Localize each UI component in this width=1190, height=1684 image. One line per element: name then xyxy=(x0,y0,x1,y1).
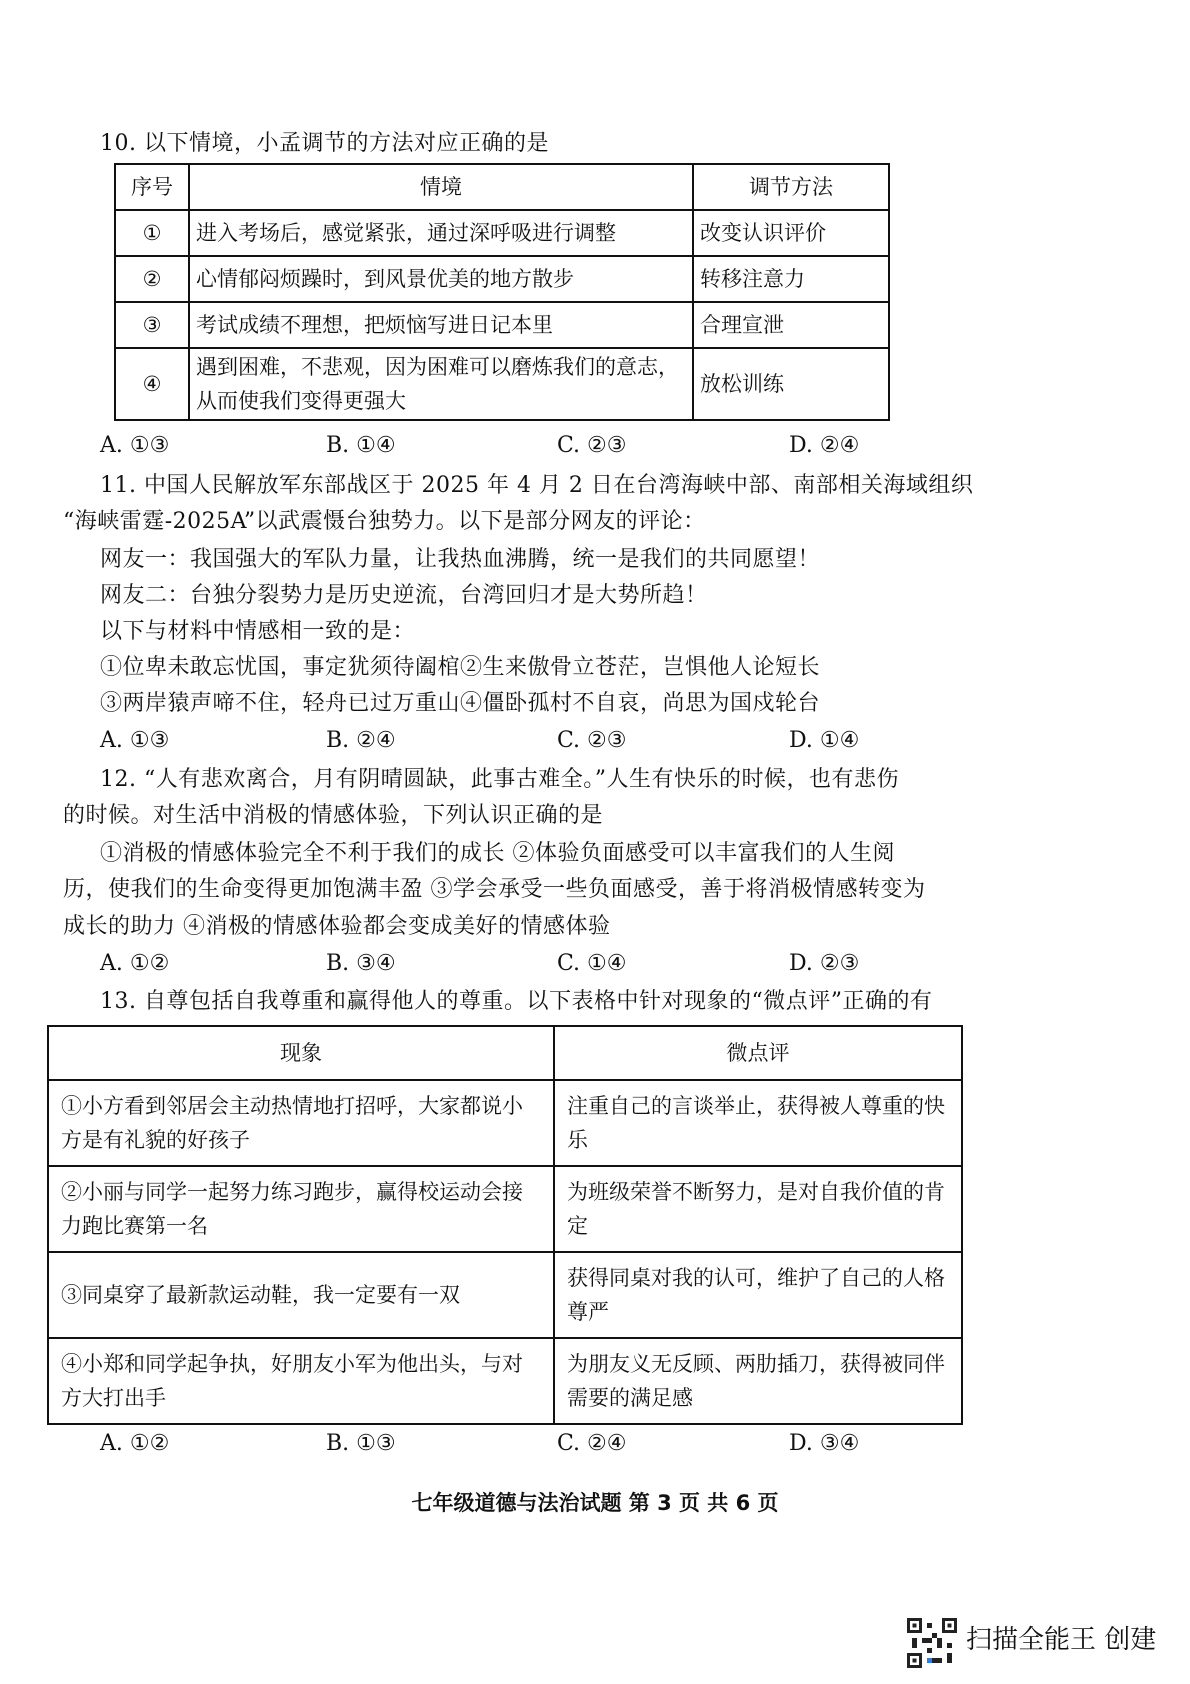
q13-header-phenomenon: 现象 xyxy=(48,1026,554,1080)
q10-row-scene: 考试成绩不理想，把烦恼写进日记本里 xyxy=(189,302,693,348)
option-a: A. ①② xyxy=(100,951,170,976)
option-c: C. ②④ xyxy=(557,1431,627,1456)
q11-options xyxy=(0,727,1190,757)
q10-stem: 10. 以下情境，小孟调节的方法对应正确的是 xyxy=(100,131,549,156)
q12-line4: 历，使我们的生命变得更加饱满丰盈 ③学会承受一些负面感受，善于将消极情感转变为 xyxy=(63,877,926,902)
q10-header-row xyxy=(115,164,889,210)
table-row xyxy=(48,1338,962,1424)
q12-line2: 的时候。对生活中消极的情感体验，下列认识正确的是 xyxy=(63,803,604,828)
qr-code-icon xyxy=(907,1618,957,1668)
q12-line5: 成长的助力 ④消极的情感体验都会变成美好的情感体验 xyxy=(63,914,611,939)
q11-poem1: ①位卑未敢忘忧国，事定犹须待阖棺②生来傲骨立苍茫，岂惧他人论短长 xyxy=(100,655,821,680)
q11-line2: “海峡雷霆-2025A”以武震慑台独势力。以下是部分网友的评论： xyxy=(63,509,706,534)
option-b: B. ③④ xyxy=(326,951,396,976)
option-d: D. ②③ xyxy=(789,951,860,976)
q10-header-scene: 情境 xyxy=(189,164,693,210)
q12-line1: 12. “人有悲欢离合，月有阴晴圆缺，此事古难全。”人生有快乐的时候，也有悲伤 xyxy=(100,767,899,792)
q10-header-no: 序号 xyxy=(115,164,189,210)
q13-stem: 13. 自尊包括自我尊重和赢得他人的尊重。以下表格中针对现象的“微点评”正确的有 xyxy=(100,989,933,1014)
q13-options xyxy=(0,1430,1190,1460)
option-a: A. ①③ xyxy=(100,728,170,753)
table-row xyxy=(115,210,889,256)
table-row xyxy=(115,348,889,420)
q13-row-comment: 为班级荣誉不断努力，是对自我价值的肯定 xyxy=(554,1166,962,1252)
q10-row-method: 改变认识评价 xyxy=(693,210,889,256)
q10-row-no: ③ xyxy=(115,302,189,348)
q11-poem2: ③两岸猿声啼不住，轻舟已过万重山④僵卧孤村不自哀，尚思为国戍轮台 xyxy=(100,691,821,716)
q11-line1: 11. 中国人民解放军东部战区于 2025 年 4 月 2 日在台湾海峡中部、南部相关海域组织 xyxy=(100,473,974,498)
q10-options xyxy=(0,432,1190,462)
table-row xyxy=(48,1252,962,1338)
q10-row-method: 合理宣泄 xyxy=(693,302,889,348)
q13-row-phenomenon: ④小郑和同学起争执，好朋友小军为他出头，与对方大打出手 xyxy=(48,1338,554,1424)
option-a: A. ①② xyxy=(100,1431,170,1456)
option-d: D. ①④ xyxy=(789,728,860,753)
option-c: C. ②③ xyxy=(557,728,627,753)
q10-row-method: 放松训练 xyxy=(693,348,889,420)
table-row xyxy=(48,1080,962,1166)
q13-row-phenomenon: ②小丽与同学一起努力练习跑步，赢得校运动会接力跑比赛第一名 xyxy=(48,1166,554,1252)
q11-prompt: 以下与材料中情感相一致的是： xyxy=(100,619,416,644)
option-c: C. ②③ xyxy=(557,433,627,458)
table-row xyxy=(115,256,889,302)
option-b: B. ②④ xyxy=(326,728,396,753)
page-footer: 七年级道德与法治试题 第 3 页 共 6 页 xyxy=(411,1491,779,1515)
q10-row-method: 转移注意力 xyxy=(693,256,889,302)
q13-row-phenomenon: ③同桌穿了最新款运动鞋，我一定要有一双 xyxy=(48,1252,554,1338)
q10-row-scene: 遇到困难，不悲观，因为困难可以磨炼我们的意志，从而使我们变得更强大 xyxy=(189,348,693,420)
q10-row-scene: 心情郁闷烦躁时，到风景优美的地方散步 xyxy=(189,256,693,302)
q10-row-no: ① xyxy=(115,210,189,256)
q13-row-phenomenon: ①小方看到邻居会主动热情地打招呼，大家都说小方是有礼貌的好孩子 xyxy=(48,1080,554,1166)
option-b: B. ①④ xyxy=(326,433,396,458)
q10-header-method: 调节方法 xyxy=(693,164,889,210)
table-row xyxy=(48,1166,962,1252)
q10-row-no: ④ xyxy=(115,348,189,420)
option-d: D. ③④ xyxy=(789,1431,860,1456)
q13-row-comment: 为朋友义无反顾、两肋插刀，获得被同伴需要的满足感 xyxy=(554,1338,962,1424)
option-d: D. ②④ xyxy=(789,433,860,458)
q13-row-comment: 获得同桌对我的认可，维护了自己的人格尊严 xyxy=(554,1252,962,1338)
scanner-watermark: 扫描全能王 创建 xyxy=(966,1625,1157,1655)
q10-table xyxy=(114,163,890,421)
table-row xyxy=(115,302,889,348)
q13-header-row xyxy=(48,1026,962,1080)
option-c: C. ①④ xyxy=(557,951,627,976)
q13-table xyxy=(47,1025,963,1425)
q11-netizen1: 网友一：我国强大的军队力量，让我热血沸腾，统一是我们的共同愿望！ xyxy=(100,547,821,572)
q10-row-no: ② xyxy=(115,256,189,302)
q13-row-comment: 注重自己的言谈举止，获得被人尊重的快乐 xyxy=(554,1080,962,1166)
option-a: A. ①③ xyxy=(100,433,170,458)
q13-header-comment: 微点评 xyxy=(554,1026,962,1080)
q12-line3: ①消极的情感体验完全不利于我们的成长 ②体验负面感受可以丰富我们的人生阅 xyxy=(100,841,895,866)
option-b: B. ①③ xyxy=(326,1431,396,1456)
q12-options xyxy=(0,950,1190,980)
q11-netizen2: 网友二：台独分裂势力是历史逆流，台湾回归才是大势所趋！ xyxy=(100,583,708,608)
q10-row-scene: 进入考场后，感觉紧张，通过深呼吸进行调整 xyxy=(189,210,693,256)
